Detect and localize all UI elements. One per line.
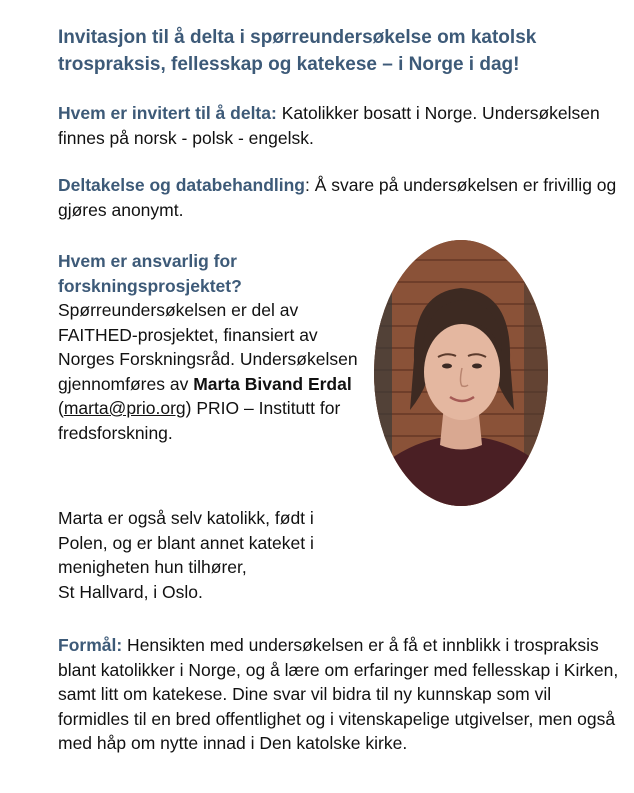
invited-text: Katolikker bosatt i Norge. Undersøkelsen finnes på norsk - polsk - engelsk. <box>58 103 600 148</box>
purpose-paragraph <box>58 633 623 756</box>
email-link[interactable]: marta@prio.org <box>63 398 186 418</box>
researcher-name: Marta Bivand Erdal <box>193 373 352 394</box>
paren-open: ( <box>58 398 64 418</box>
invited-label: Hvem er invitert til å delta: <box>58 103 277 123</box>
responsible-paragraph <box>58 298 378 445</box>
participation-label: Deltakelse og databehandling <box>58 175 305 195</box>
participation-paragraph <box>58 173 618 222</box>
responsible-text-before: Spørreundersøkelsen er del av FAITHED-prosjektet, finansiert av Norges Forskningsråd. Undersøkelsen gjennomføres av <box>58 300 358 394</box>
responsible-text-after: ) PRIO – Institutt for fredsforskning. <box>58 398 341 443</box>
about-line-2: Polen, og er blant annet kateket i <box>58 532 314 553</box>
page-title: Invitasjon til å delta i spørreundersøkelse om katolsk trospraksis, fellesskap og katekese – i Norge i dag! <box>58 27 537 75</box>
invited-paragraph <box>58 101 618 150</box>
about-line-3: menigheten hun tilhører, <box>58 557 247 577</box>
responsible-heading: Hvem er ansvarlig for forskningsprosjektet? <box>58 251 242 296</box>
participation-text: : Å svare på undersøkelsen er frivillig og gjøres anonymt. <box>58 175 617 220</box>
purpose-text: Hensikten med undersøkelsen er å få et innblikk i trospraksis blant katolikker i Norge, og å lære om erfaringer med fellesskap i Kirken, samt litt om katekese. Dine svar vil bidra til ny kunnskap som vil formidles til en bred offentlighet og i vitenskapelige utgivelser, men også med håp om nytte innad i Den katolske kirke. <box>58 635 619 753</box>
portrait-illustration <box>374 240 548 506</box>
about-line-1: Marta er også selv katolikk, født i <box>58 508 314 528</box>
researcher-portrait <box>374 240 548 506</box>
purpose-label: Formål: <box>58 635 123 655</box>
about-marta-paragraph <box>58 506 378 604</box>
about-line-4: St Hallvard, i Oslo. <box>58 581 203 602</box>
